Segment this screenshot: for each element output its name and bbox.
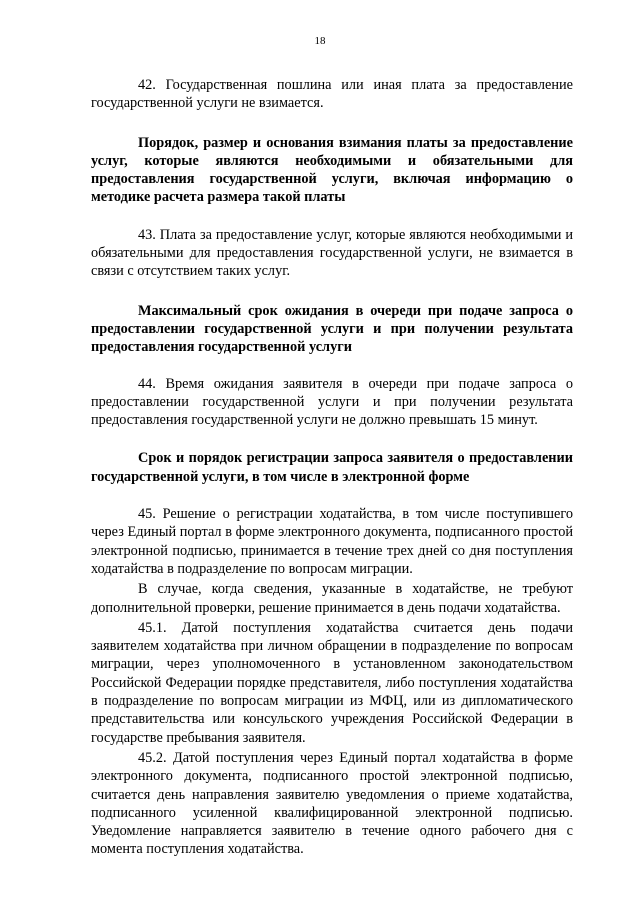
heading-registration-terms: Срок и порядок регистрации запроса заявителя о предоставлении государственной услуги, в том числе в электронной форме <box>91 450 573 485</box>
heading-fees-for-required-services: Порядок, размер и основания взимания платы за предоставление услуг, которые являются необходимыми и обязательными для предоставления государственной услуги, включая информацию о методике расчета размера такой платы <box>91 134 573 206</box>
paragraph-42: 42. Государственная пошлина или иная плата за предоставление государственной услуги не взимается. <box>91 77 573 112</box>
document-body <box>91 76 573 859</box>
paragraph-44: 44. Время ожидания заявителя в очереди при подаче запроса о предоставлении государственной услуги и при получении результата предоставления государственной услуги не должно превышать 15 минут. <box>91 375 573 429</box>
paragraph-43: 43. Плата за предоставление услуг, которые являются необходимыми и обязательными для предоставления государственной услуги, не взимается в связи с отсутствием таких услуг. <box>91 226 573 280</box>
paragraph-45: 45. Решение о регистрации ходатайства, в том числе поступившего через Единый портал в форме электронного документа, подписанного простой электронной подписью, принимается в течение трех дней со дня поступления ходатайства в подразделение по вопросам миграции. <box>91 506 573 577</box>
heading-max-waiting-time: Максимальный срок ожидания в очереди при подаче запроса о предоставлении государственной услуги и при получении результата предоставления государственной услуги <box>91 302 573 356</box>
paragraph-45-2: 45.2. Датой поступления через Единый портал ходатайства в форме электронного документа, подписанного простой электронной подписью, считается день направления заявителю уведомления о приеме ходатайства, подписанного усиленной квалифицированной электронной подписью. Уведомление направляется заявителю в течение одного рабочего дня с момента поступления ходатайства. <box>91 749 573 858</box>
paragraph-45-1: 45.1. Датой поступления ходатайства считается день подачи заявителем ходатайства при личном обращении в подразделение по вопросам миграции, через уполномоченного в установленном законодательством Российской Федерации порядке представителя, либо поступления ходатайства в подразделение по вопросам миграции из МФЦ, или из дипломатического представительства или консульского учреждения Российской Федерации в государстве пребывания заявителя. <box>91 619 573 746</box>
page-number: 18 <box>314 35 326 47</box>
paragraph-45-no-check: В случае, когда сведения, указанные в ходатайстве, не требуют дополнительной проверки, решение принимается в день подачи ходатайства. <box>91 581 573 616</box>
